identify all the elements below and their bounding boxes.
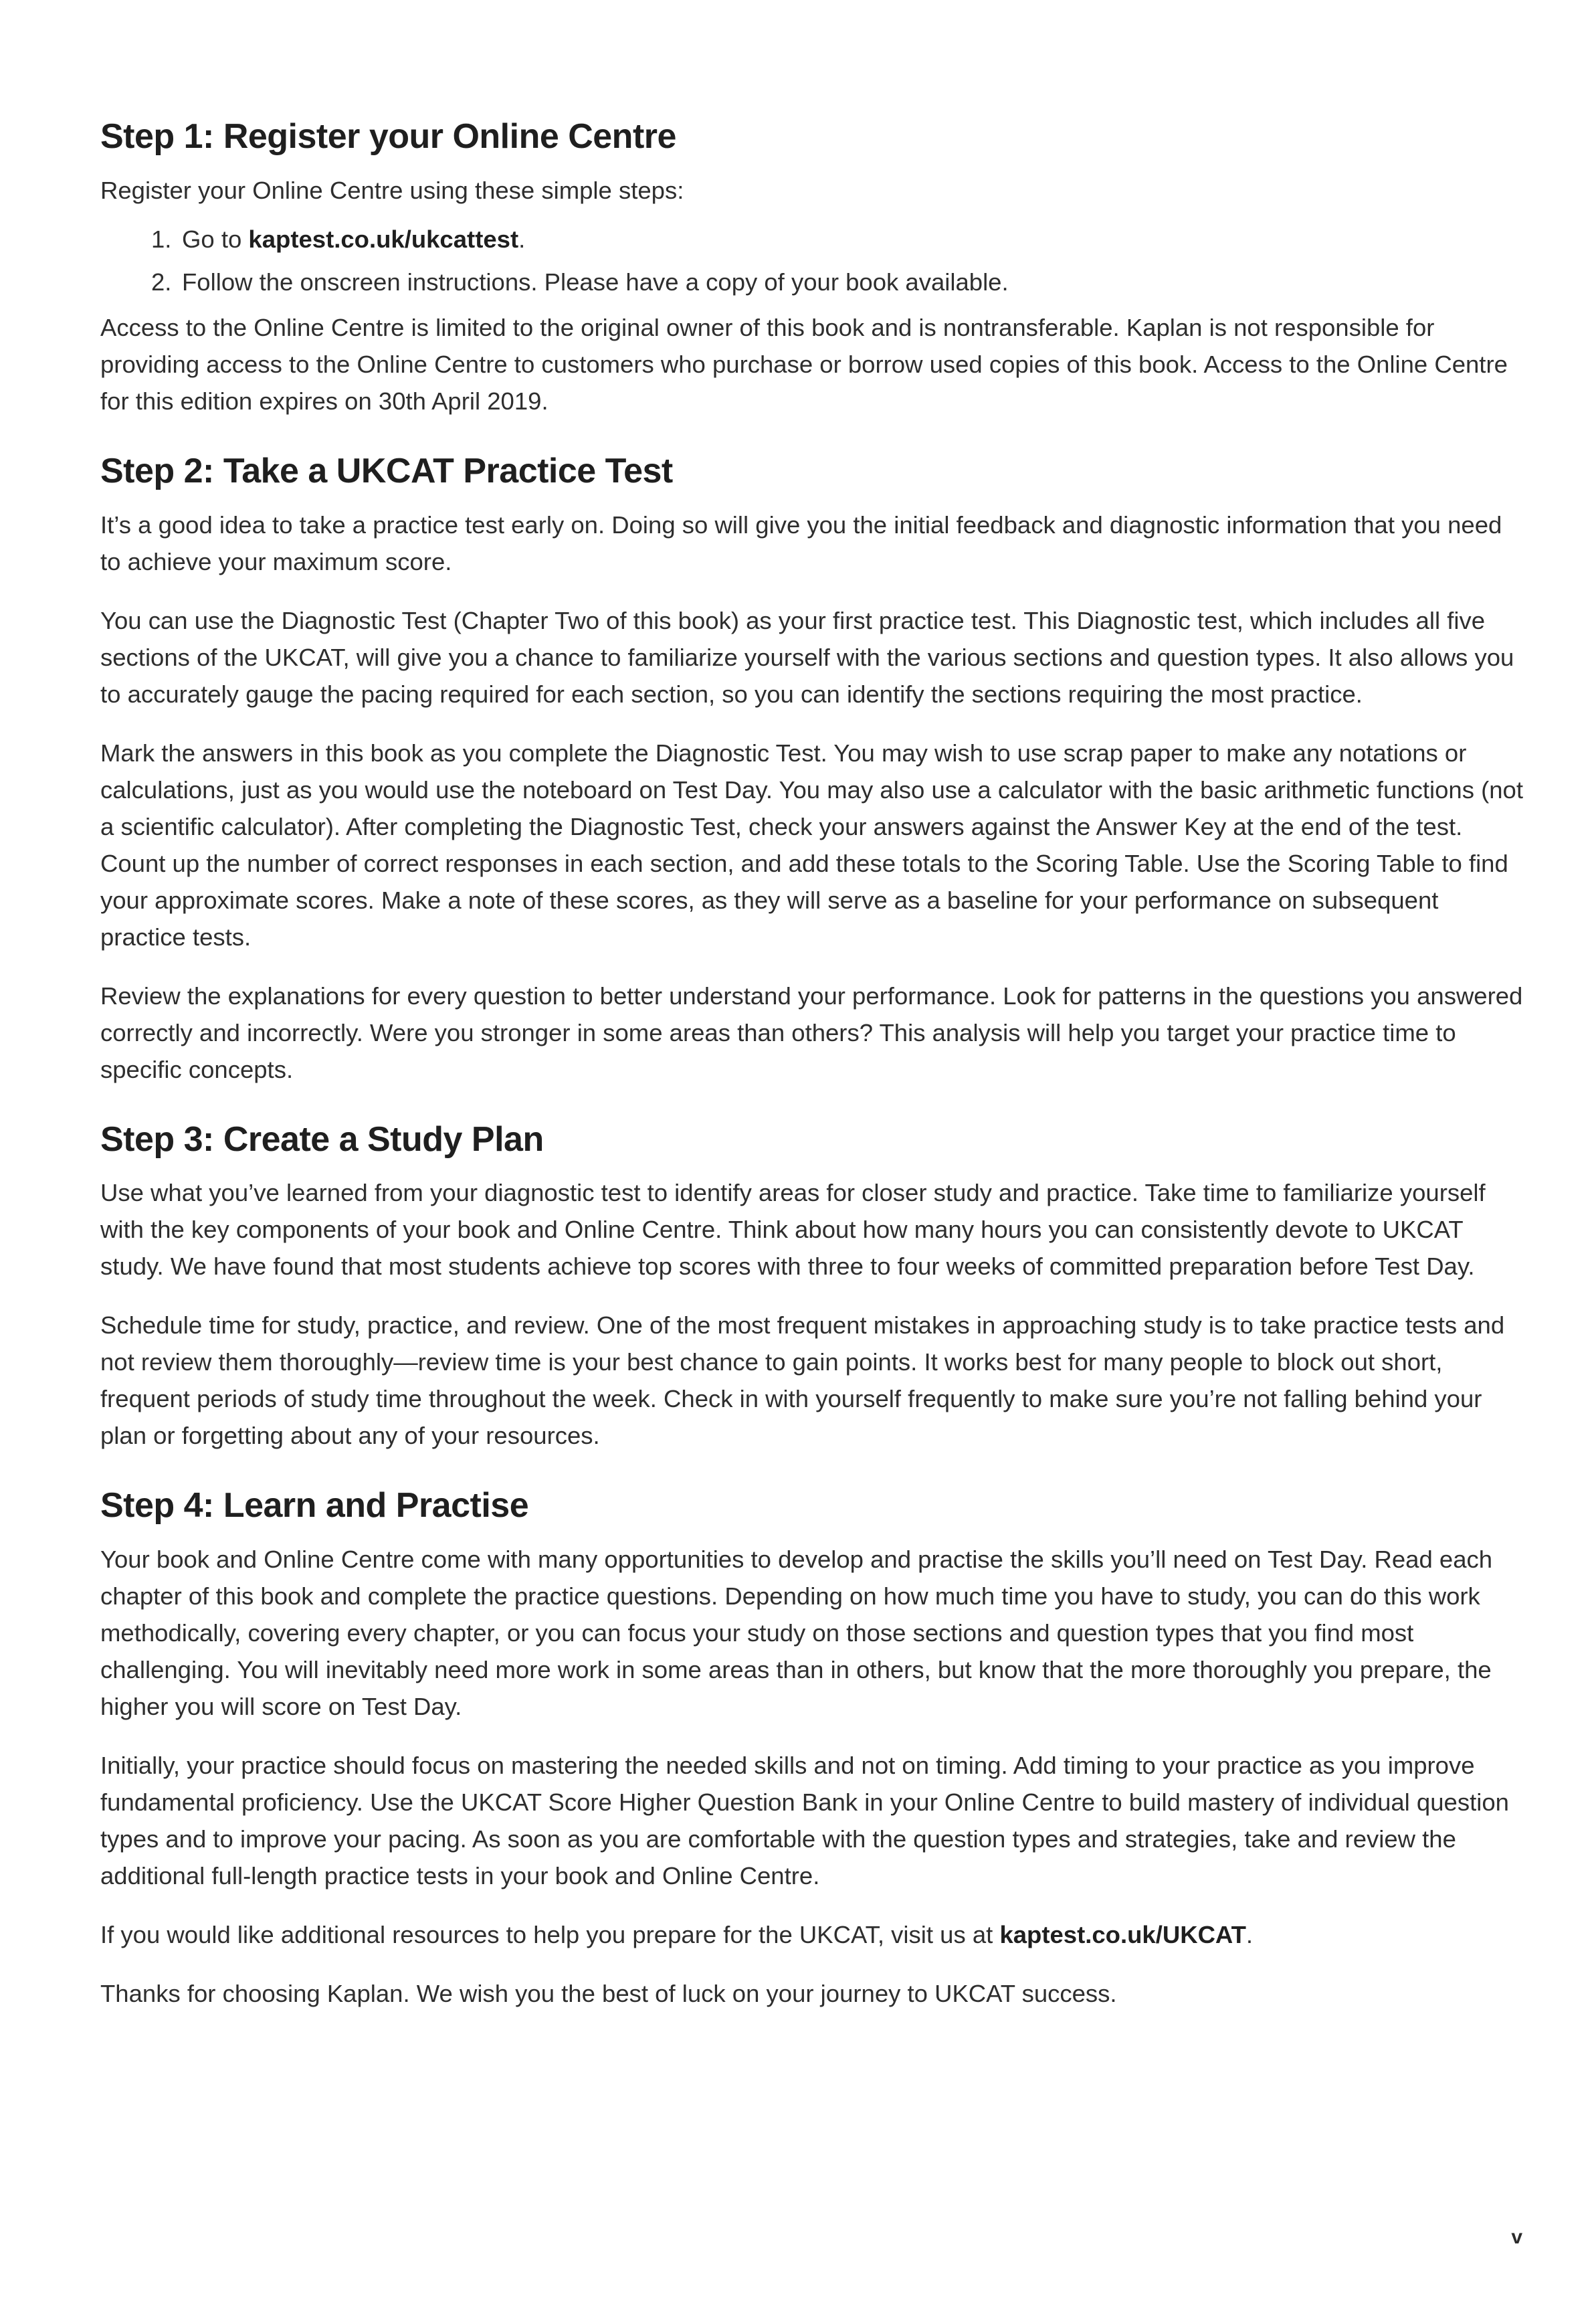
step4-heading: Step 4: Learn and Practise (100, 1486, 529, 1526)
resources-text-after: . (1245, 1921, 1254, 1949)
step2-paragraph: Review the explanations for every question to better understand your performance. Look for patterns in the questions you answered correctly and incorrectly. Were you stronger in some areas than others? This analysis will help you target your practice time to specific concepts. (100, 982, 1523, 1083)
step3-paragraph: Schedule time for study, practice, and review. One of the most frequent mistakes in approaching study is to take practice tests and not review them thoroughly—review time is your best chance to gain points. It works best for many people to block out short, frequent periods of study time throughout the week. Check in with yourself frequently to make sure you’re not falling behind your plan or forgetting about any of your resources. (100, 1311, 1505, 1450)
list-number: 2. (151, 268, 172, 296)
step1-list-item-1 (151, 218, 1525, 261)
resources-text-before: If you would like additional resources to help you prepare for the UKCAT, visit us at (100, 1921, 1000, 1949)
page-number: v (1511, 2226, 1522, 2248)
step3-section (100, 1120, 1525, 1455)
step2-paragraph: It’s a good idea to take a practice test early on. Doing so will give you the initial feedback and diagnostic information that you need to achieve your maximum score. (100, 511, 1502, 575)
step4-paragraph: Your book and Online Centre come with many opportunities to develop and practise the skills you’ll need on Test Day. Read each chapter of this book and complete the practice questions. Depending on how much time you have to study, you can do this work methodically, covering every chapter, or you can focus your study on those sections and question types that you find most challenging. You will inevitably need more work in some areas than in others, but know that the more thoroughly you prepare, the higher you will score on Test Day. (100, 1546, 1493, 1721)
list-text: Follow the onscreen instructions. Please have a copy of your book available. (182, 268, 1009, 296)
step2-section (100, 452, 1525, 1088)
step1-list-item-2 (151, 261, 1525, 304)
step3-heading: Step 3: Create a Study Plan (100, 1119, 544, 1159)
list-number: 1. (151, 225, 172, 253)
step4-resources (100, 1916, 1525, 1953)
step2-paragraph: You can use the Diagnostic Test (Chapter Two of this book) as your first practice test. This Diagnostic test, which includes all five sections of the UKCAT, will give you a chance to familiarize yourself with the various sections and question types. It also allows you to accurately gauge the pacing required for each section, so you can identify the sections requiring the most practice. (100, 606, 1514, 708)
step4-closing: Thanks for choosing Kaplan. We wish you the best of luck on your journey to UKCAT success. (100, 1980, 1117, 2008)
step2-heading: Step 2: Take a UKCAT Practice Test (100, 451, 673, 490)
step4-paragraph: Initially, your practice should focus on mastering the needed skills and not on timing. Add timing to your practice as you improve fundamental proficiency. Use the UKCAT Score Higher Question Bank in your Online Centre to build mastery of individual question types and to improve your pacing. As soon as you are comfortable with the question types and strategies, take and review the additional full-length practice tests in your book and Online Centre. (100, 1752, 1509, 1890)
step1-list (100, 218, 1525, 304)
list-text-before: Go to (182, 225, 249, 253)
page-content (100, 117, 1525, 2044)
step2-paragraph: Mark the answers in this book as you complete the Diagnostic Test. You may wish to use scrap paper to make any notations or calculations, just as you would use the noteboard on Test Day. You may also use a calculator with the basic arithmetic functions (not a scientific calculator). After completing the Diagnostic Test, check your answers against the Answer Key at the end of the test. Count up the number of correct responses in each section, and add these totals to the Scoring Table. Use the Scoring Table to find your approximate scores. Make a note of these scores, as they will serve as a baseline for your performance on subsequent practice tests. (100, 739, 1523, 951)
step4-section (100, 1486, 1525, 2012)
ukcattest-link[interactable]: kaptest.co.uk/ukcattest (248, 225, 519, 253)
step1-heading: Step 1: Register your Online Centre (100, 117, 676, 156)
step1-intro: Register your Online Centre using these simple steps: (100, 176, 684, 204)
list-text-after: . (518, 225, 526, 253)
step1-section (100, 117, 1525, 420)
step3-paragraph: Use what you’ve learned from your diagnostic test to identify areas for closer study and practice. Take time to familiarize yourself with the key components of your book and Online Centre. Think about how many hours you can consistently devote to UKCAT study. We have found that most students achieve top scores with three to four weeks of committed preparation before Test Day. (100, 1179, 1486, 1281)
ukcat-link[interactable]: kaptest.co.uk/UKCAT (999, 1921, 1246, 1949)
step1-note: Access to the Online Centre is limited to the original owner of this book and is nontransferable. Kaplan is not responsible for providing access to the Online Centre to customers who purchase or borrow used copies of this book. Access to the Online Centre for this edition expires on 30th April 2019. (100, 313, 1508, 415)
